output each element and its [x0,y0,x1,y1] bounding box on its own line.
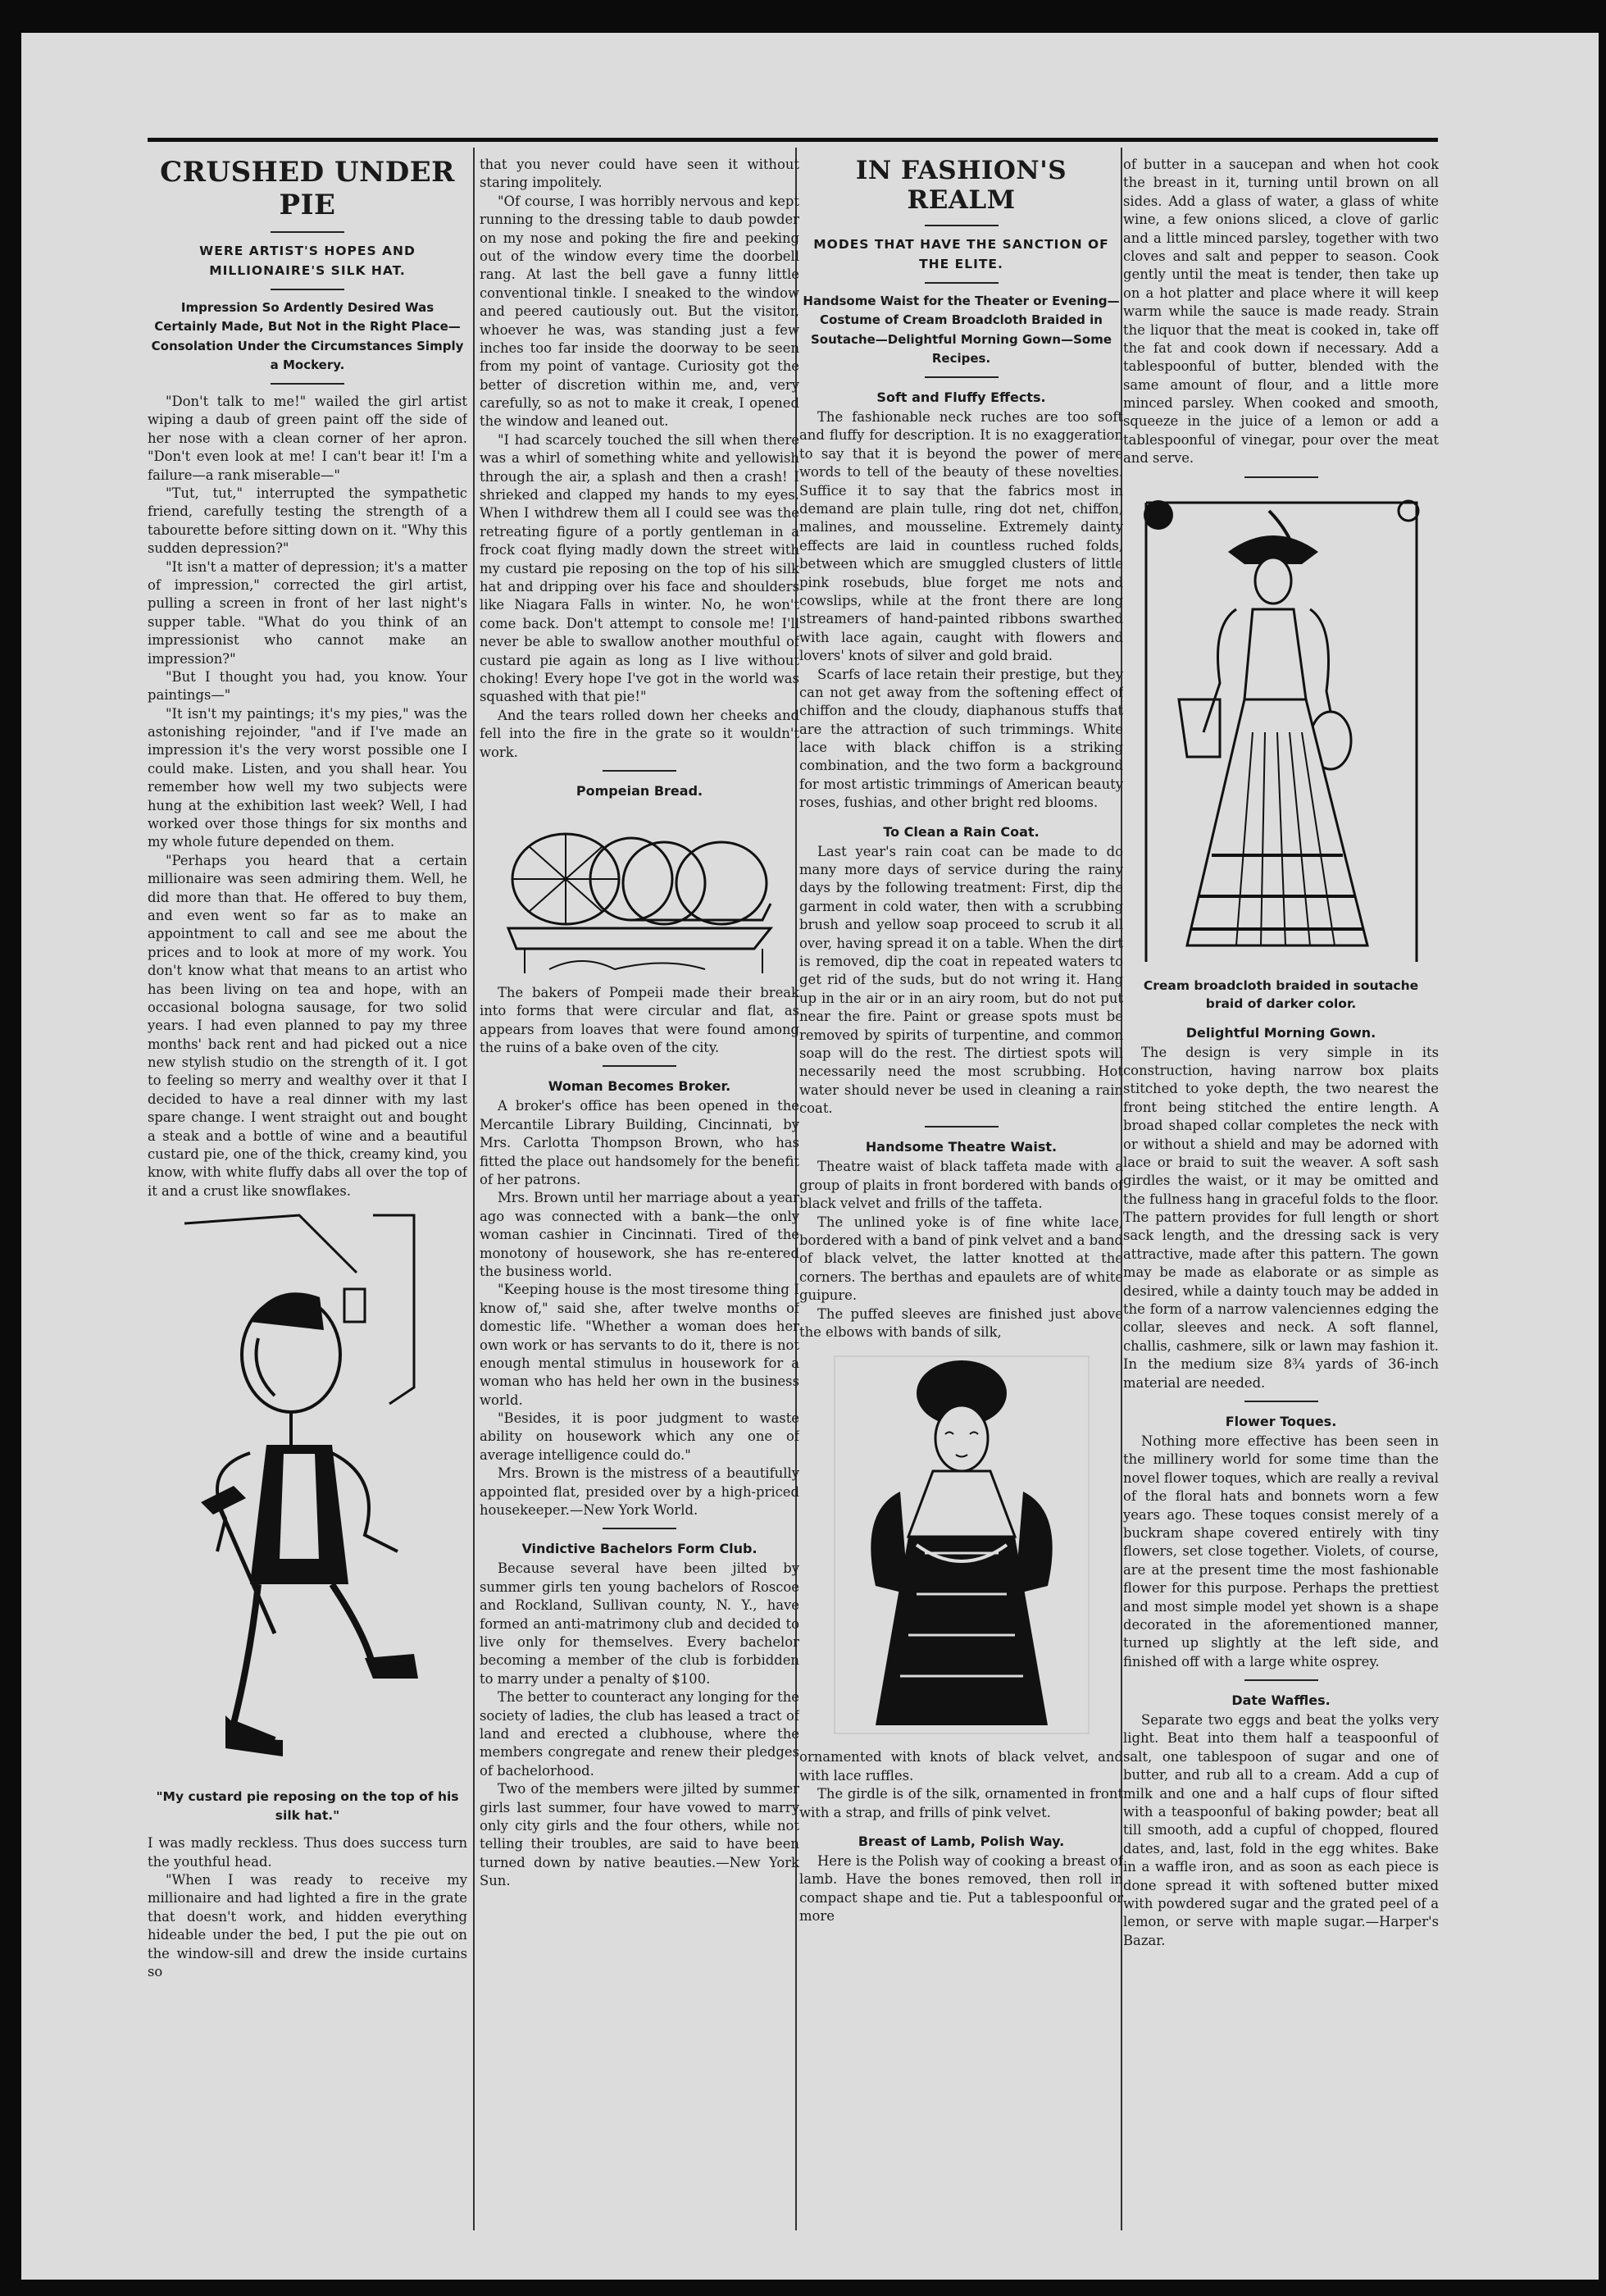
subhead-pompeian-bread: Pompeian Bread. [576,782,703,799]
subhead-flower-toques: Flower Toques. [1225,1414,1337,1429]
subhead-rain-coat: To Clean a Rain Coat. [883,823,1040,840]
top-rule [148,138,1438,142]
cartoon-caption: "My custard pie reposing on the top of his silk hat." [156,1789,459,1823]
deck: MODES THAT HAVE THE SANCTION OF THE ELITE. [813,237,1109,272]
broadcloth-costume-illustration [1130,486,1433,970]
paragraph: ornamented with knots of black velvet, and with lace ruffles. [799,1749,1123,1784]
subdeck: Handsome Waist for the Theater or Evening—Costume of Cream Broadcloth Braided in Soutache—Delightful Morning Gown—Some Recipes. [803,294,1120,366]
column-3 [799,156,1123,2239]
paragraph: I was madly reckless. Thus does success turn the youthful head. [148,1835,467,1870]
subhead-theatre-waist: Handsome Theatre Waist. [865,1139,1058,1155]
paragraph: And the tears rolled down her cheeks and fell into the fire in the grate so it wouldn't work. [480,707,799,760]
paragraph: "Perhaps you heard that a certain millionaire was seen admiring them. Well, he did more than that. He offered to buy them, and even went so far as to make an appointment to call and see me about the prices and to look at more of my work. You don't know what that means to an artist who has been living on tea and hope, with an occasional bologna sausage, for two solid years. I had even planned to pay my three months' back rent and had picked out a nice new stylish studio on the strength of it. I got to feeling so merry and wealthy over it that I decided to have a real dinner with my last spare change. I went straight out and bought a steak and a bottle of wine and a beautiful custard pie, one of the thick, creamy kind, you know, with white fluffy dabs all over the top of it and a crust like snowflakes. [148,852,467,1199]
paragraph: Because several have been jilted by summer girls ten young bachelors of Roscoe and Rockland, Sullivan county, N. Y., have formed an anti-matrimony club and decided to live only for themselves. Every bachelor becoming a member of the club is forbidden to marry under a penalty of $100. [480,1560,799,1687]
subhead-date-waffles: Date Waffles. [1231,1692,1331,1709]
costume-caption: Cream broadcloth braided in soutache braid of darker color. [1143,977,1419,1012]
paragraph: Two of the members were jilted by summer girls last summer, four have vowed to marry only city girls and the four others, while not telling their troubles, are said to have been turned down by native beauties.—New York Sun. [480,1781,799,1889]
rule [271,231,344,233]
paragraph: Separate two eggs and beat the yolks very light. Beat into them half a teaspoonful of salt, one tablespoon of sugar and one of butter, and rub all to a cream. Add a cup of milk and one and a half cups of flour sifted with a teaspoonful of baking powder; beat all till smooth, add a cupful of chopped, floured dates, and, last, fold in the egg whites. Bake in a waffle iron, and as soon as each piece is done spread it with softened butter mixed with powdered sugar and the grated peel of a lemon, or serve with maple sugar.—Harper's Bazar. [1123,1712,1439,1948]
rule [271,383,344,385]
paragraph: Nothing more effective has been seen in the millinery world for some time than the novel flower toques, which are really a revival of the floral hats and bonnets worn a few years ago. These toques consist merely of a buckram shape covered entirely with tiny flowers, set close together. Violets, of course, are at the present time the most fashionable flower for this purpose. Perhaps the prettiest and most simple model yet shown is a shape decorated in the aforementioned manner, turned up slightly at the left side, and finished off with a large white osprey. [1123,1433,1439,1670]
rule [603,1065,676,1067]
headline-crushed-under-pie: CRUSHED UNDER PIE [160,156,455,221]
subdeck: Impression So Ardently Desired Was Certainly Made, But Not in the Right Place—Consolation Under the Circumstances Simply a Mockery. [151,300,464,372]
rule [925,282,999,284]
paragraph: Here is the Polish way of cooking a breast of lamb. Have the bones removed, then roll in compact shape and tie. Put a tablespoonful or more [799,1852,1123,1925]
rule [603,1528,676,1529]
paragraph: "I had scarcely touched the sill when there was a whirl of something white and yellowish through the air, a splash and then a crash! I shrieked and clapped my hands to my eyes. When I withdrew them all I could see was the retreating figure of a portly gentleman in a frock coat flying madly down the street with my custard pie reposing on the top of his silk hat and dripping over his face and shoulders like Niagara Falls in winter. No, he won't come back. Don't attempt to console me! I'll never be able to swallow another mouthful of custard pie again as long as I live without choking! Every hope I've got in the world was squashed with that pie!" [480,431,799,705]
paragraph: Mrs. Brown is the mistress of a beautifully appointed flat, presided over by a high-priced housekeeper.—New York World. [480,1465,799,1519]
rule [925,1126,999,1128]
paragraph: The girdle is of the silk, ornamented in front with a strap, and frills of pink velvet. [799,1786,1123,1820]
subhead-breast-of-lamb: Breast of Lamb, Polish Way. [858,1833,1065,1849]
rule [925,225,999,226]
cartoon-illustration [168,1207,447,1781]
paragraph: Theatre waist of black taffeta made with a group of plaits in front bordered with bands of black velvet and frills of the taffeta. [799,1159,1123,1212]
column-divider [473,148,475,2230]
rule [1244,1679,1318,1681]
rule [271,289,344,290]
paragraph: The better to counteract any longing for the society of ladies, the club has leased a tract of land and erected a clubhouse, where the members congregate and renew their pledges of bachelorhood. [480,1689,799,1779]
subhead-woman-becomes-broker: Woman Becomes Broker. [548,1078,731,1095]
paragraph: The fashionable neck ruches are too soft and fluffy for description. It is no exaggeration to say that it is beyond the power of mere words to tell of the beauty of these novelties. Suffice it to say that the fabrics most in demand are plain tulle, ring dot net, chiffon, malines, and mousseline. Extremely dainty effects are laid in countless ruched folds, between which are smuggled clusters of little pink rosebuds, blue forget me nots and cowslips, while at the front there are long streamers of hand-painted ribbons swarthed with lace again, caught with flowers and lovers' knots of silver and gold braid. [799,409,1123,664]
paragraph: "Tut, tut," interrupted the sympathetic friend, carefully testing the strength of a tabourette before sitting down on it. "Why this sudden depression?" [148,485,467,557]
paragraph: "Of course, I was horribly nervous and kept running to the dressing table to daub powder on my nose and poking the fire and peeking out of the window every time the doorbell rang. At last the bell gave a funny little conventional tinkle. I sneaked to the window and peered cautiously out. But the visitor, whoever he was, was standing just a few inches too far inside the doorway to be seen from my point of vantage. Curiosity got the better of discretion within me, and, very carefully, so as not to make it creak, I opened the window and leaned out. [480,193,799,430]
subhead-vindictive-bachelors: Vindictive Bachelors Form Club. [521,1541,758,1557]
paragraph: The design is very simple in its construction, having narrow box plaits stitched to yoke depth, the two nearest the front being stitched the entire length. A broad shaped collar completes the neck with or without a shield and may be adorned with lace or braid to suit the weaver. A soft sash girdles the waist, or it may be omitted and the fullness hang in graceful folds to the floor. The pattern provides for full length or short sack length, and the dressing sack is very attractive, made after this pattern. The gown may be made as elaborate or as simple as desired, while a dainty touch may be added in the form of a narrow valenciennes edging the collar, sleeves and neck. A soft flannel, challis, cashmere, silk or lawn may fashion it. In the medium size 8¾ yards of 36-inch material are needed. [1123,1044,1439,1391]
paragraph: The unlined yoke is of fine white lace, bordered with a band of pink velvet and a band of black velvet, the latter knotted at the corners. The berthas and epaulets are of white guipure. [799,1214,1123,1304]
subhead-morning-gown: Delightful Morning Gown. [1185,1024,1376,1041]
column-2 [480,156,799,2239]
column-1 [148,156,467,2239]
theatre-waist-illustration [826,1348,1097,1742]
paragraph: The bakers of Pompeii made their break into forms that were circular and flat, as appears from loaves that were found among the ruins of a bake oven of the city. [480,984,799,1056]
paragraph: The puffed sleeves are finished just above the elbows with bands of silk, [799,1305,1123,1340]
paragraph: "It isn't my paintings; it's my pies," was the astonishing rejoinder, "and if I've made an impression it's the very worst possible one I could make. Listen, and you shall hear. You remember how well my two subjects were hung at the exhibition last week? Well, I had worked over those things for six months and my whole future depended on them. [148,705,467,850]
paragraph: "When I was ready to receive my millionaire and had lighted a fire in the grate that doesn't work, and hidden everything hideable under the bed, I put the pie out on the window-sill and drew the inside curtains so [148,1871,467,1979]
subhead-soft-fluffy: Soft and Fluffy Effects. [876,390,1046,406]
rule [1244,1401,1318,1402]
rule [925,376,999,378]
paragraph: "Besides, it is poor judgment to waste ability on housework which any one of average intelligence could do." [480,1410,799,1463]
paragraph: "It isn't a matter of depression; it's a matter of impression," corrected the girl artist, pulling a screen in front of her last night's supper table. "What do you think of an impressionist who cannot make an impression?" [148,558,467,667]
column-4 [1123,156,1439,2239]
pompeian-bread-illustration [500,805,779,977]
paragraph: "Don't talk to me!" wailed the girl artist wiping a daub of green paint off the side of her nose with a clean corner of her apron. "Don't even look at me! I can't bear it! I'm a failure—a rank miserable—" [148,394,467,483]
paragraph: Scarfs of lace retain their prestige, but they can not get away from the softening effect of chiffon and the cloudy, diaphanous stuffs that are the attraction of such trimmings. White lace with black chiffon is a striking combination, and the two form a background for most artistic trimmings of American beauty roses, fushias, and other bright red blooms. [799,666,1123,811]
paragraph: of butter in a saucepan and when hot cook the breast in it, turning until brown on all sides. Add a glass of water, a glass of white wine, a few onions sliced, a clove of garlic and a little minced parsley, together with two cloves and salt and pepper to season. Cook gently until the meat is tender, then take up on a hot platter and place where it will keep warm while the sauce is made ready. Strain the liquor that the meat is cooked in, take off the fat and cook down if necessary. Add a tablespoonful of butter, blended with the same amount of flour, and a little more minced parsley. When cooked and smooth, squeeze in the juice of a lemon or add a tablespoonful of vinegar, pour over the meat and serve. [1123,157,1439,467]
headline-in-fashions-realm: IN FASHION'S REALM [855,156,1067,215]
rule [1244,476,1318,478]
paragraph: that you never could have seen it without staring impolitely. [480,157,799,191]
paragraph: "But I thought you had, you know. Your paintings—" [148,668,467,704]
paragraph: "Keeping house is the most tiresome thing I know of," said she, after twelve months of domestic life. "Whether a woman does her own work or has servants to do it, there is not enough mental stimulus in housework for a woman who has held her own in the business world. [480,1282,799,1408]
rule [603,770,676,772]
paragraph: Mrs. Brown until her marriage about a year ago was connected with a bank—the only woman cashier in Cincinnati. Tired of the monotony of housework, she has re-entered the business world. [480,1190,799,1279]
paragraph: Last year's rain coat can be made to do many more days of service during the rainy days by the following treatment: First, dip the garment in cold water, then with a scrubbing brush and yellow soap proceed to scrub it all over, having spread it on a table. When the dirt is removed, dip the coat in repeated waters to get rid of the suds, but do not wring it. Hang up in the air or in an airy room, but do not put near the fire. Paint or grease spots must be removed by spirits of turpentine, and common soap will do the rest. The dirtiest spots will necessarily need the most scrubbing. Hot water should never be used in cleaning a rain coat. [799,843,1123,1117]
deck: WERE ARTIST'S HOPES AND MILLIONAIRE'S SILK HAT. [199,244,416,279]
paragraph: A broker's office has been opened in the Mercantile Library Building, Cincinnati, by Mrs. Carlotta Thompson Brown, who has fitted the place out handsomely for the benefit of her patrons. [480,1098,799,1188]
